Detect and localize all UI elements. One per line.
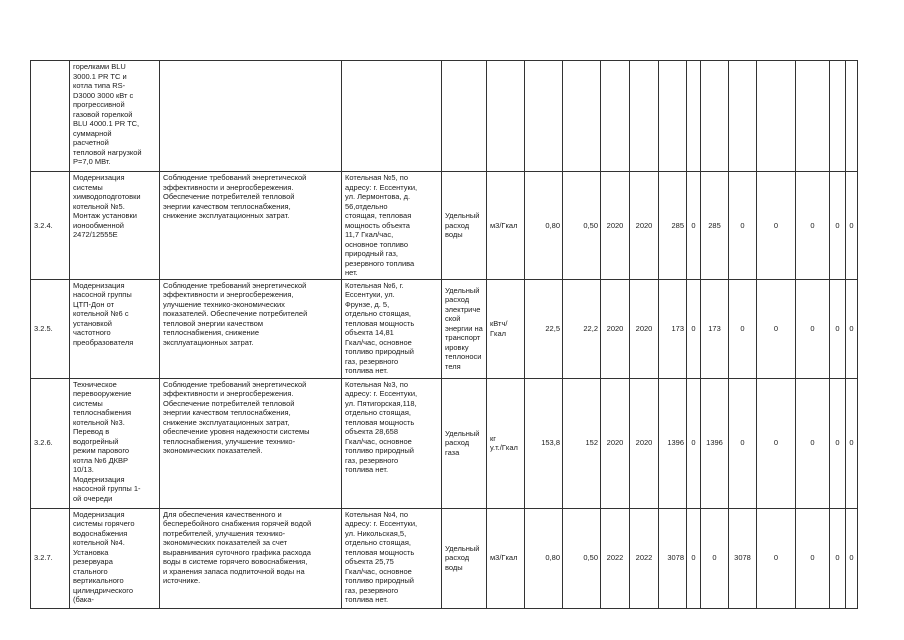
cell-y2: 2020 (630, 172, 659, 280)
cell-c2: 0 (687, 378, 701, 508)
cell-c4: 0 (729, 172, 757, 280)
cell-number: 3.2.5. (31, 279, 70, 378)
cell-c4: 0 (729, 378, 757, 508)
cell-v2 (563, 61, 601, 172)
cell-c7: 0 (830, 378, 846, 508)
cell-location: Котельная №5, по адресу: г. Ессентуки, ул. Лермонтова, д. 56,отдельно стоящая, тепловая мощность объекта 11,7 Гкал/час, основное топливо природный газ, резервного топлива нет. (342, 172, 442, 280)
cell-y2: 2020 (630, 378, 659, 508)
cell-location (342, 61, 442, 172)
cell-number (31, 61, 70, 172)
cell-c1: 3078 (659, 508, 687, 608)
table-row (31, 279, 858, 378)
cell-unit (487, 61, 525, 172)
cell-name: Модернизация системы химводоподготовки котельной №5. Монтаж установки ионообменной 2472/12555Е (70, 172, 160, 280)
cell-c3: 0 (701, 508, 729, 608)
cell-c5: 0 (757, 508, 796, 608)
cell-name: Модернизация насосной группы ЦТП-Дон от котельной №6 с установкой частотного преобразователя (70, 279, 160, 378)
cell-c3: 285 (701, 172, 729, 280)
cell-indicator: Удельный расход электриче ской энергии на транспорт ировку теплоноси теля (442, 279, 487, 378)
cell-indicator: Удельный расход воды (442, 508, 487, 608)
cell-y1: 2022 (601, 508, 630, 608)
cell-c7: 0 (830, 508, 846, 608)
cell-c3: 1396 (701, 378, 729, 508)
cell-c7 (830, 61, 846, 172)
cell-c1 (659, 61, 687, 172)
cell-name: Техническое перевооружение системы теплоснабжения котельной №3. Перевод в водогрейный режим парового котла №6 ДКВР 10/13. Модернизация насосной группы 1- ой очереди (70, 378, 160, 508)
cell-c2: 0 (687, 279, 701, 378)
cell-c5: 0 (757, 378, 796, 508)
cell-c7: 0 (830, 279, 846, 378)
cell-indicator: Удельный расход газа (442, 378, 487, 508)
cell-goal (160, 61, 342, 172)
measures-table (30, 60, 858, 609)
cell-c3: 173 (701, 279, 729, 378)
table-row (31, 508, 858, 608)
cell-c1: 285 (659, 172, 687, 280)
cell-y2: 2022 (630, 508, 659, 608)
cell-v1: 0,80 (525, 508, 563, 608)
cell-c1: 1396 (659, 378, 687, 508)
cell-y2 (630, 61, 659, 172)
cell-c8 (846, 61, 858, 172)
cell-v1: 153,8 (525, 378, 563, 508)
cell-c2: 0 (687, 508, 701, 608)
cell-c6 (796, 61, 830, 172)
cell-y1: 2020 (601, 172, 630, 280)
cell-c8: 0 (846, 508, 858, 608)
cell-v2: 0,50 (563, 172, 601, 280)
cell-goal: Соблюдение требований энергетической эффективности и энергосбережения, улучшение технико-экономических показателей. Обеспечение потребителей тепловой энергии качеством теплоснабжения, снижение эксплуатационных затрат. (160, 279, 342, 378)
cell-location: Котельная №3, по адресу: г. Ессентуки, ул. Пятигорская,118, отдельно стоящая, тепловая мощность объекта 28,658 Гкал/час, основное топливо природный газ, резервного топлива нет. (342, 378, 442, 508)
table-row (31, 172, 858, 280)
cell-v2: 152 (563, 378, 601, 508)
cell-c4: 3078 (729, 508, 757, 608)
cell-number: 3.2.6. (31, 378, 70, 508)
cell-v1 (525, 61, 563, 172)
cell-location: Котельная №4, по адресу: г. Ессентуки, ул. Никольская,5, отдельно стоящая, тепловая мощность объекта 25,75 Гкал/час, основное топливо природный газ, резервного топлива нет. (342, 508, 442, 608)
cell-c6: 0 (796, 172, 830, 280)
cell-goal: Соблюдение требований энергетической эффективности и энергосбережения. Обеспечение потребителей тепловой энергии качеством теплоснабжения, снижение эксплуатационных затрат. (160, 172, 342, 280)
cell-c5 (757, 61, 796, 172)
cell-c4: 0 (729, 279, 757, 378)
cell-c1: 173 (659, 279, 687, 378)
cell-indicator: Удельный расход воды (442, 172, 487, 280)
cell-c8: 0 (846, 378, 858, 508)
cell-y1 (601, 61, 630, 172)
cell-number: 3.2.7. (31, 508, 70, 608)
cell-goal: Для обеспечения качественного и бесперебойного снабжения горячей водой потребителей, улучшения технико- экономических показателей за счет выравнивания суточного графика расхода воды в системе горячего вовоснабжения, и хранения запаса подпиточной воды на источнике. (160, 508, 342, 608)
cell-c8: 0 (846, 279, 858, 378)
cell-name: Модернизация системы горячего водоснабжения котельной №4. Установка резервуара стального вертикального цилиндрического (бака- (70, 508, 160, 608)
cell-unit: м3/Гкал (487, 508, 525, 608)
cell-goal: Соблюдение требований энергетической эффективности и энергосбережения. Обеспечение потребителей тепловой энергии качеством теплоснабжения, снижение эксплуатационных затрат, обеспечение уровня надежности системы теплоснабжения, улучшение технико- экономических показателей. (160, 378, 342, 508)
cell-y2: 2020 (630, 279, 659, 378)
cell-v2: 22,2 (563, 279, 601, 378)
cell-c6: 0 (796, 508, 830, 608)
table-row (31, 378, 858, 508)
cell-c7: 0 (830, 172, 846, 280)
cell-v1: 0,80 (525, 172, 563, 280)
cell-c4 (729, 61, 757, 172)
cell-y1: 2020 (601, 378, 630, 508)
table-row (31, 61, 858, 172)
cell-unit: м3/Гкал (487, 172, 525, 280)
cell-v2: 0,50 (563, 508, 601, 608)
cell-location: Котельная №6, г. Ессентуки, ул. Фрунзе, д. 5, отдельно стоящая, тепловая мощность объекта 14,81 Гкал/час, основное топливо природный газ, резервного топлива нет. (342, 279, 442, 378)
cell-v1: 22,5 (525, 279, 563, 378)
cell-y1: 2020 (601, 279, 630, 378)
cell-c6: 0 (796, 279, 830, 378)
cell-indicator (442, 61, 487, 172)
cell-c2 (687, 61, 701, 172)
cell-c2: 0 (687, 172, 701, 280)
cell-unit: кг у.т./Гкал (487, 378, 525, 508)
investment-program-table-page (30, 60, 858, 609)
cell-unit: кВтч/ Гкал (487, 279, 525, 378)
cell-c8: 0 (846, 172, 858, 280)
cell-number: 3.2.4. (31, 172, 70, 280)
cell-name: горелками BLU 3000.1 PR TC и котла типа RS- D3000 3000 кВт с прогрессивной газовой горелкой BLU 4000.1 PR TC, суммарной расчетной тепловой нагрузкой P=7,0 МВт. (70, 61, 160, 172)
cell-c6: 0 (796, 378, 830, 508)
cell-c5: 0 (757, 172, 796, 280)
cell-c5: 0 (757, 279, 796, 378)
cell-c3 (701, 61, 729, 172)
